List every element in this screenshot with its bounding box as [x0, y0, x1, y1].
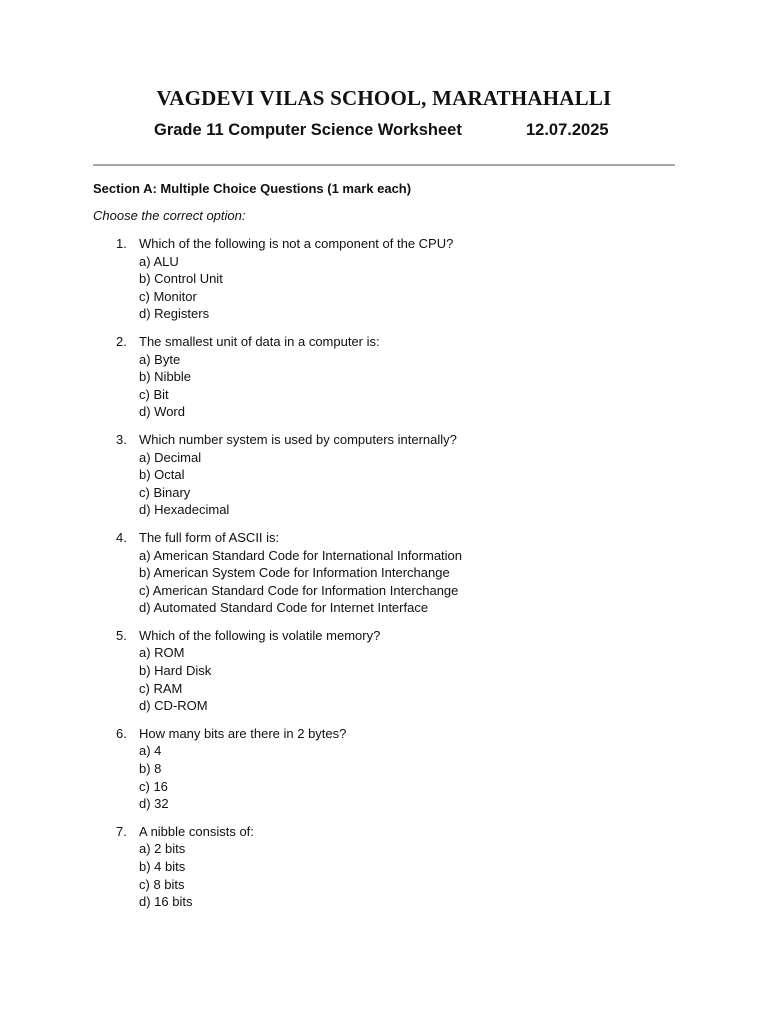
question-number: 2.: [116, 333, 127, 349]
question-number: 1.: [116, 236, 127, 251]
answer-option: c) Monitor: [139, 288, 197, 304]
option-list: [139, 547, 693, 617]
answer-option: c) Binary: [139, 484, 191, 500]
question-item: [93, 627, 693, 715]
question-item: [93, 235, 693, 323]
answer-option: b) Hard Disk: [139, 663, 212, 679]
question-item: [93, 823, 693, 911]
answer-option: d) Word: [139, 404, 185, 420]
question-number: 3.: [116, 431, 127, 447]
answer-option: a) Decimal: [139, 449, 202, 465]
answer-option: a) 4: [139, 743, 162, 759]
answer-option: a) ALU: [139, 253, 179, 269]
question-text: The smallest unit of data in a computer is:: [139, 333, 380, 349]
question-item: [93, 431, 693, 519]
answer-option: d) Automated Standard Code for Internet Interface: [139, 600, 429, 616]
answer-option: d) Hexadecimal: [139, 502, 230, 518]
section-heading: Section A: Multiple Choice Questions (1 mark each): [93, 181, 412, 196]
answer-option: a) American Standard Code for International Information: [139, 547, 463, 563]
question-text: The full form of ASCII is:: [139, 529, 280, 545]
answer-option: c) RAM: [139, 680, 183, 696]
question-number: 6.: [116, 725, 127, 741]
header-divider: [93, 164, 675, 166]
option-list: [139, 351, 693, 421]
answer-option: c) 8 bits: [139, 876, 185, 892]
worksheet-date: 12.07.2025: [526, 121, 609, 139]
answer-option: a) Byte: [139, 351, 181, 367]
option-list: [139, 449, 693, 519]
answer-option: c) 16: [139, 778, 168, 794]
question-number: 7.: [116, 823, 127, 839]
question-text: Which of the following is not a component of the CPU?: [139, 236, 454, 251]
answer-option: b) Nibble: [139, 369, 192, 385]
option-list: [139, 644, 693, 714]
answer-option: d) CD-ROM: [139, 698, 208, 714]
question-text: How many bits are there in 2 bytes?: [139, 725, 347, 741]
answer-option: b) 8: [139, 761, 162, 777]
answer-option: a) 2 bits: [139, 841, 186, 857]
option-list: [139, 253, 693, 323]
question-text: Which of the following is volatile memory?: [139, 627, 381, 643]
answer-option: a) ROM: [139, 645, 185, 661]
answer-option: d) 32: [139, 796, 169, 812]
option-list: [139, 840, 693, 910]
answer-option: c) Bit: [139, 386, 169, 402]
option-list: [139, 742, 693, 812]
answer-option: c) American Standard Code for Information Interchange: [139, 582, 459, 598]
answer-option: b) Octal: [139, 467, 185, 483]
answer-option: d) 16 bits: [139, 894, 193, 910]
answer-option: b) 4 bits: [139, 859, 186, 874]
question-item: [93, 725, 693, 813]
question-text: Which number system is used by computers internally?: [139, 431, 457, 447]
question-item: [93, 529, 693, 617]
school-name: VAGDEVI VILAS SCHOOL, MARATHAHALLI: [156, 86, 612, 110]
worksheet-title: Grade 11 Computer Science Worksheet: [154, 121, 462, 139]
question-item: [93, 333, 693, 421]
question-number: 4.: [116, 529, 127, 545]
section-instruction: Choose the correct option:: [93, 208, 246, 223]
answer-option: b) American System Code for Information Interchange: [139, 565, 450, 581]
answer-option: d) Registers: [139, 306, 210, 322]
question-number: 5.: [116, 627, 127, 643]
question-text: A nibble consists of:: [139, 823, 254, 839]
question-list: [93, 235, 693, 921]
answer-option: b) Control Unit: [139, 271, 223, 287]
